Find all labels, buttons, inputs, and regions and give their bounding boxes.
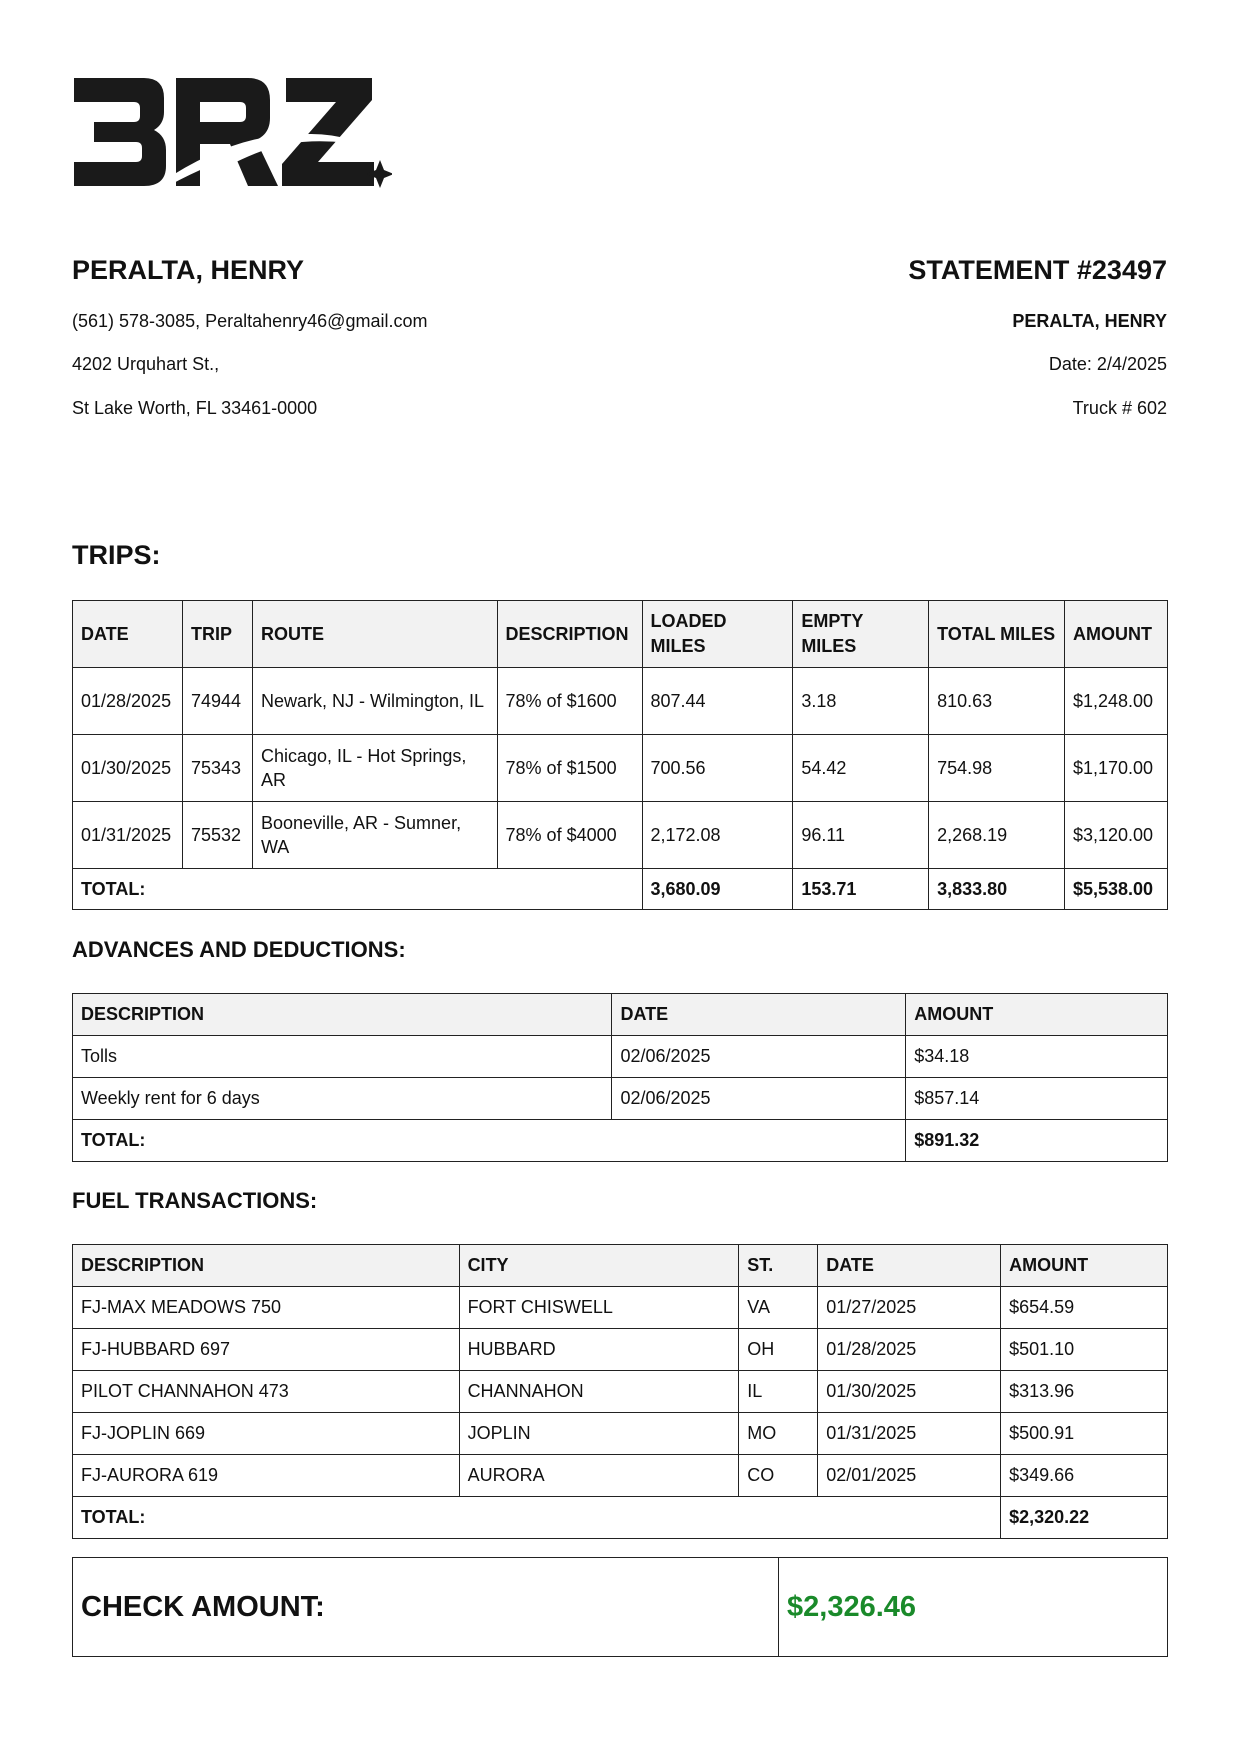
total-loaded-miles: 3,680.09 <box>642 869 793 910</box>
cell-city: JOPLIN <box>459 1413 739 1455</box>
cell-description: Tolls <box>73 1036 612 1078</box>
cell-amount: $501.10 <box>1001 1329 1168 1371</box>
cell-empty-miles: 3.18 <box>793 668 929 735</box>
cell-total-miles: 754.98 <box>929 735 1065 802</box>
driver-contact: (561) 578-3085, Peraltahenry46@gmail.com <box>72 311 428 331</box>
cell-description: FJ-AURORA 619 <box>73 1455 460 1497</box>
col-header-amount: AMOUNT <box>906 994 1168 1036</box>
table-row <box>73 1287 1168 1329</box>
cell-date: 01/30/2025 <box>818 1371 1001 1413</box>
statement-title: STATEMENT #23497 <box>908 255 1167 285</box>
col-header-state: ST. <box>739 1245 818 1287</box>
col-header-city: CITY <box>459 1245 739 1287</box>
col-header-loaded-miles: LOADED MILES <box>642 601 793 668</box>
advances-heading: ADVANCES AND DEDUCTIONS: <box>72 937 406 962</box>
cell-description: 78% of $1500 <box>497 735 642 802</box>
table-row <box>73 1078 1168 1120</box>
cell-amount: $349.66 <box>1001 1455 1168 1497</box>
col-header-date: DATE <box>73 601 183 668</box>
cell-state: MO <box>739 1413 818 1455</box>
cell-description: PILOT CHANNAHON 473 <box>73 1371 460 1413</box>
cell-route: Booneville, AR - Sumner, WA <box>252 802 497 869</box>
cell-amount: $313.96 <box>1001 1371 1168 1413</box>
cell-description: 78% of $4000 <box>497 802 642 869</box>
fuel-total-row <box>73 1497 1168 1539</box>
col-header-date: DATE <box>612 994 906 1036</box>
table-row <box>73 735 1168 802</box>
cell-description: FJ-HUBBARD 697 <box>73 1329 460 1371</box>
col-header-route: ROUTE <box>252 601 497 668</box>
total-amount: $5,538.00 <box>1064 869 1167 910</box>
driver-address-line-1: 4202 Urquhart St., <box>72 354 220 374</box>
total-amount: $891.32 <box>906 1120 1168 1162</box>
total-label: TOTAL: <box>73 1497 1001 1539</box>
table-row <box>73 1413 1168 1455</box>
cell-date: 02/06/2025 <box>612 1036 906 1078</box>
cell-trip: 75343 <box>182 735 252 802</box>
table-row <box>73 1329 1168 1371</box>
cell-city: FORT CHISWELL <box>459 1287 739 1329</box>
cell-empty-miles: 54.42 <box>793 735 929 802</box>
truck-number: Truck # 602 <box>1072 398 1167 418</box>
cell-total-miles: 810.63 <box>929 668 1065 735</box>
cell-trip: 75532 <box>182 802 252 869</box>
cell-amount: $857.14 <box>906 1078 1168 1120</box>
cell-description: FJ-MAX MEADOWS 750 <box>73 1287 460 1329</box>
total-empty-miles: 153.71 <box>793 869 929 910</box>
cell-date: 01/28/2025 <box>73 668 183 735</box>
cell-amount: $34.18 <box>906 1036 1168 1078</box>
cell-description: FJ-JOPLIN 669 <box>73 1413 460 1455</box>
total-total-miles: 3,833.80 <box>929 869 1065 910</box>
cell-amount: $1,170.00 <box>1064 735 1167 802</box>
cell-empty-miles: 96.11 <box>793 802 929 869</box>
cell-city: AURORA <box>459 1455 739 1497</box>
col-header-amount: AMOUNT <box>1001 1245 1168 1287</box>
col-header-empty-miles: EMPTY MILES <box>793 601 929 668</box>
cell-amount: $1,248.00 <box>1064 668 1167 735</box>
cell-date: 01/31/2025 <box>818 1413 1001 1455</box>
cell-description: 78% of $1600 <box>497 668 642 735</box>
total-amount: $2,320.22 <box>1001 1497 1168 1539</box>
cell-state: OH <box>739 1329 818 1371</box>
table-row <box>73 1371 1168 1413</box>
cell-loaded-miles: 700.56 <box>642 735 793 802</box>
trips-table <box>72 600 1168 910</box>
cell-date: 02/06/2025 <box>612 1078 906 1120</box>
fuel-header-row <box>73 1245 1168 1287</box>
table-row <box>73 668 1168 735</box>
trips-heading: TRIPS: <box>72 540 161 570</box>
cell-state: VA <box>739 1287 818 1329</box>
cell-loaded-miles: 807.44 <box>642 668 793 735</box>
total-label: TOTAL: <box>73 869 643 910</box>
cell-date: 01/28/2025 <box>818 1329 1001 1371</box>
cell-date: 01/27/2025 <box>818 1287 1001 1329</box>
cell-loaded-miles: 2,172.08 <box>642 802 793 869</box>
table-row <box>73 1036 1168 1078</box>
statement-driver-name: PERALTA, HENRY <box>1012 311 1167 331</box>
cell-description: Weekly rent for 6 days <box>73 1078 612 1120</box>
cell-trip: 74944 <box>182 668 252 735</box>
table-row <box>73 1455 1168 1497</box>
col-header-description: DESCRIPTION <box>73 994 612 1036</box>
total-label: TOTAL: <box>73 1120 906 1162</box>
cell-state: IL <box>739 1371 818 1413</box>
fuel-heading: FUEL TRANSACTIONS: <box>72 1188 318 1213</box>
cell-amount: $500.91 <box>1001 1413 1168 1455</box>
cell-total-miles: 2,268.19 <box>929 802 1065 869</box>
cell-amount: $3,120.00 <box>1064 802 1167 869</box>
check-amount-box <box>72 1557 1168 1657</box>
cell-date: 01/31/2025 <box>73 802 183 869</box>
col-header-description: DESCRIPTION <box>497 601 642 668</box>
cell-city: HUBBARD <box>459 1329 739 1371</box>
col-header-amount: AMOUNT <box>1064 601 1167 668</box>
col-header-date: DATE <box>818 1245 1001 1287</box>
trips-header-row <box>73 601 1168 668</box>
driver-address-line-2: St Lake Worth, FL 33461-0000 <box>72 398 318 418</box>
cell-date: 01/30/2025 <box>73 735 183 802</box>
check-amount-value: $2,326.46 <box>787 1591 917 1623</box>
advances-table <box>72 993 1168 1162</box>
cell-city: CHANNAHON <box>459 1371 739 1413</box>
cell-route: Newark, NJ - Wilmington, IL <box>252 668 497 735</box>
driver-name: PERALTA, HENRY <box>72 255 305 285</box>
advances-header-row <box>73 994 1168 1036</box>
col-header-description: DESCRIPTION <box>73 1245 460 1287</box>
trips-total-row <box>73 869 1168 910</box>
table-row <box>73 802 1168 869</box>
fuel-table <box>72 1244 1168 1539</box>
company-logo <box>72 78 392 193</box>
cell-amount: $654.59 <box>1001 1287 1168 1329</box>
advances-total-row <box>73 1120 1168 1162</box>
cell-state: CO <box>739 1455 818 1497</box>
col-header-total-miles: TOTAL MILES <box>929 601 1065 668</box>
statement-date: Date: 2/4/2025 <box>1048 354 1167 374</box>
check-amount-label: CHECK AMOUNT: <box>81 1591 325 1623</box>
cell-route: Chicago, IL - Hot Springs, AR <box>252 735 497 802</box>
cell-date: 02/01/2025 <box>818 1455 1001 1497</box>
col-header-trip: TRIP <box>182 601 252 668</box>
check-divider <box>778 1558 779 1656</box>
